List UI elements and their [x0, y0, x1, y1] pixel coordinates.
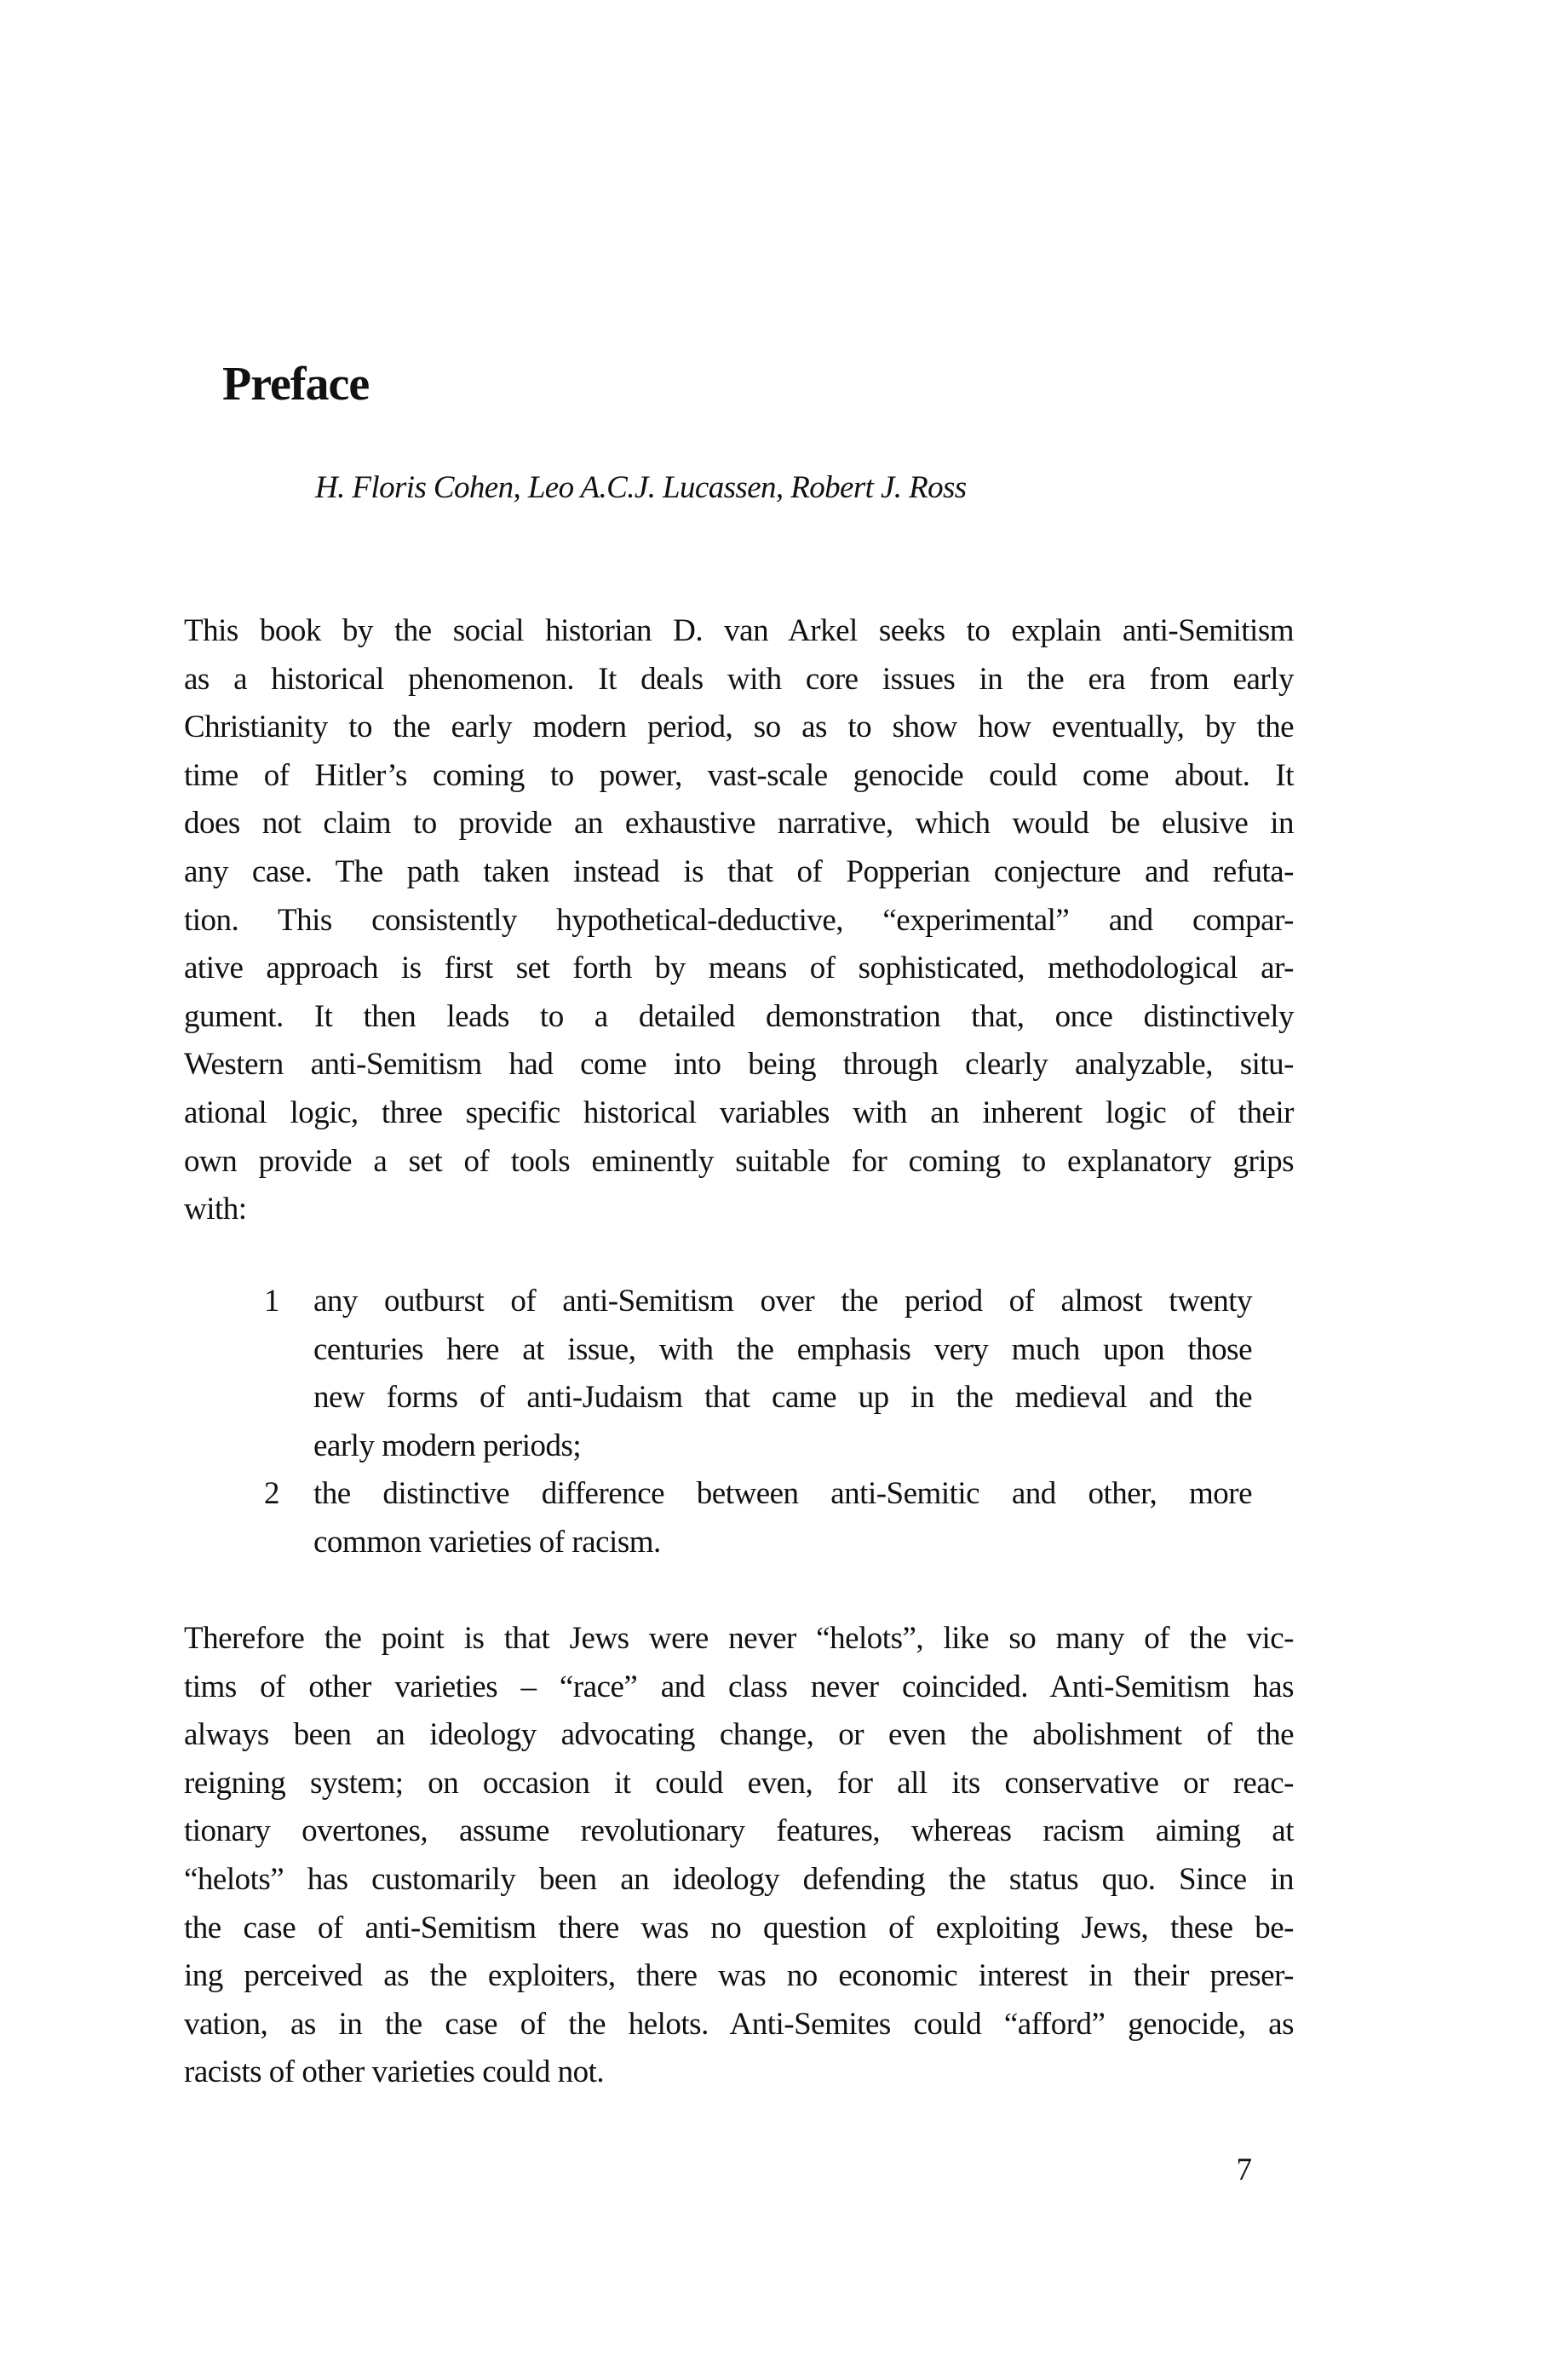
text-line: ing perceived as the exploiters, there was no economic interest in their preser- — [184, 1958, 1294, 1994]
text-line: “helots” has customarily been an ideology defending the status quo. Since in — [184, 1861, 1294, 1897]
text-line: racists of other varieties could not. — [184, 2054, 605, 2090]
text-line: vation, as in the case of the helots. Anti-Semites could “afford” genocide, as — [184, 2006, 1294, 2042]
text-line: time of Hitler’s coming to power, vast-scale genocide could come about. It — [184, 757, 1294, 793]
list-item-number: 2 — [264, 1476, 279, 1512]
page-title: Preface — [222, 358, 370, 411]
text-line: as a historical phenomenon. It deals with core issues in the era from early — [184, 661, 1294, 697]
text-line: tionary overtones, assume revolutionary features, whereas racism aiming at — [184, 1813, 1294, 1849]
list-item-number: 1 — [264, 1284, 279, 1319]
text-line: any outburst of anti-Semitism over the period of almost twenty — [313, 1284, 1252, 1319]
text-line: gument. It then leads to a detailed demonstration that, once distinctively — [184, 998, 1294, 1034]
text-line: tims of other varieties – “race” and class never coincided. Anti-Semitism has — [184, 1669, 1294, 1704]
text-line: always been an ideology advocating change, or even the abolishment of the — [184, 1717, 1294, 1753]
text-line: new forms of anti-Judaism that came up in the medieval and the — [313, 1380, 1252, 1416]
text-line: common varieties of racism. — [313, 1524, 661, 1560]
text-line: reigning system; on occasion it could even, for all its conservative or reac- — [184, 1765, 1294, 1801]
text-line: early modern periods; — [313, 1428, 582, 1463]
paragraph-conclusion — [184, 1615, 1294, 2097]
authors-byline: H. Floris Cohen, Leo A.C.J. Lucassen, Robert J. Ross — [315, 470, 967, 505]
text-line: Western anti-Semitism had come into being through clearly analyzable, situ- — [184, 1047, 1294, 1083]
text-line: Therefore the point is that Jews were never “helots”, like so many of the vic- — [184, 1621, 1294, 1656]
text-line: any case. The path taken instead is that of Popperian conjecture and refuta- — [184, 853, 1294, 889]
list-item — [264, 1470, 1252, 1566]
text-line: Christianity to the early modern period, so as to show how eventually, by the — [184, 710, 1294, 745]
text-line: own provide a set of tools eminently suitable for coming to explanatory grips — [184, 1143, 1294, 1179]
text-line: centuries here at issue, with the emphasis very much upon those — [313, 1331, 1252, 1367]
text-line: the distinctive difference between anti-Semitic and other, more — [313, 1476, 1252, 1512]
numbered-list — [264, 1278, 1252, 1567]
text-line: does not claim to provide an exhaustive narrative, which would be elusive in — [184, 806, 1294, 842]
text-line: This book by the social historian D. van Arkel seeks to explain anti-Semitism — [184, 613, 1294, 648]
text-line: ational logic, three specific historical variables with an inherent logic of their — [184, 1095, 1294, 1130]
text-line: with: — [184, 1192, 247, 1227]
text-line: ative approach is first set forth by means of sophisticated, methodological ar- — [184, 951, 1294, 986]
text-line: tion. This consistently hypothetical-deductive, “experimental” and compar- — [184, 902, 1294, 938]
page-number: 7 — [1236, 2152, 1252, 2187]
text-line: the case of anti-Semitism there was no question of exploiting Jews, these be- — [184, 1910, 1294, 1945]
paragraph-intro — [184, 607, 1294, 1234]
list-item — [264, 1278, 1252, 1470]
